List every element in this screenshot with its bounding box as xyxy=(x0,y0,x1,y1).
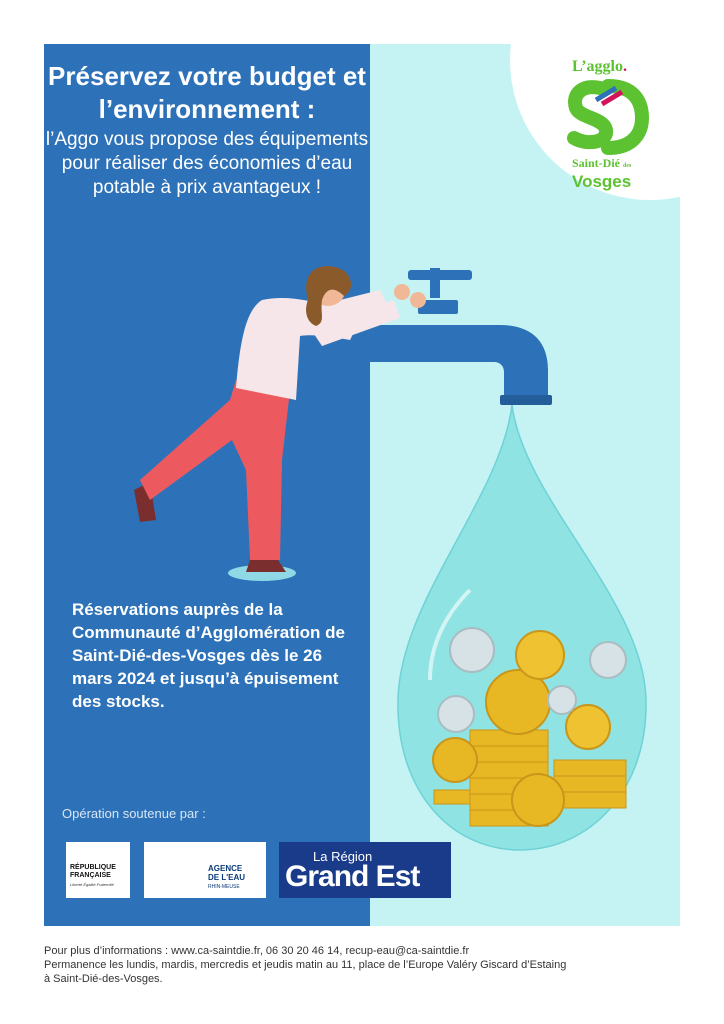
rf-motto: Liberté Égalité Fraternité xyxy=(70,882,114,887)
agglo-logo-name xyxy=(572,58,627,76)
ae-line1: AGENCE xyxy=(208,864,243,873)
footer-line2: Permanence les lundis, mardis, mercredis et jeudis matin au 11, place de l’Europe Valéry Giscard d’Estaing xyxy=(44,959,567,971)
agglo-dot: . xyxy=(622,58,627,75)
ae-line3: RHIN-MEUSE xyxy=(208,884,240,890)
footer-line3: à Saint-Dié-des-Vosges. xyxy=(44,973,163,985)
rf-line1: RÉPUBLIQUE xyxy=(70,864,116,871)
republique-francaise-logo xyxy=(66,842,130,898)
agence-eau-logo xyxy=(144,842,266,898)
agglo-sd-logo-icon xyxy=(574,86,642,148)
agglo-place-1-text: Saint-Dié xyxy=(572,156,620,170)
footer-line1: Pour plus d’informations : www.ca-saintdie.fr, 06 30 20 46 14, recup-eau@ca-saintdie.fr xyxy=(44,945,470,957)
ae-text xyxy=(208,864,245,882)
footer-info xyxy=(44,944,704,986)
region-grand-est-logo xyxy=(279,842,451,898)
rf-text xyxy=(70,864,116,880)
agglo-place-small: des xyxy=(623,163,632,169)
rf-line2: FRANÇAISE xyxy=(70,872,111,879)
agglo-place-1 xyxy=(572,156,631,171)
reservation-text: Réservations auprès de la Communauté d’Agglomération de Saint-Dié-des-Vosges dès le 26 mars 2024 et jusqu’à épuisement des stocks. xyxy=(72,600,345,711)
agglo-place-2: Vosges xyxy=(572,172,632,191)
woman-illustration xyxy=(134,266,426,581)
headline xyxy=(44,60,370,200)
agglo-name-prefix: L’agglo xyxy=(572,58,623,75)
support-label: Opération soutenue par : xyxy=(62,806,206,821)
headline-title: Préservez votre budget et l’environnement : xyxy=(48,61,366,124)
coin-stack-icon xyxy=(433,628,626,826)
ge-small: La Région xyxy=(313,849,373,864)
ge-big: Grand Est xyxy=(285,860,420,893)
headline-subtitle: l’Aggo vous propose des équipements pour réaliser des économies d’eau potable à prix avantageux ! xyxy=(45,129,369,198)
ae-line2: DE L'EAU xyxy=(208,873,246,882)
